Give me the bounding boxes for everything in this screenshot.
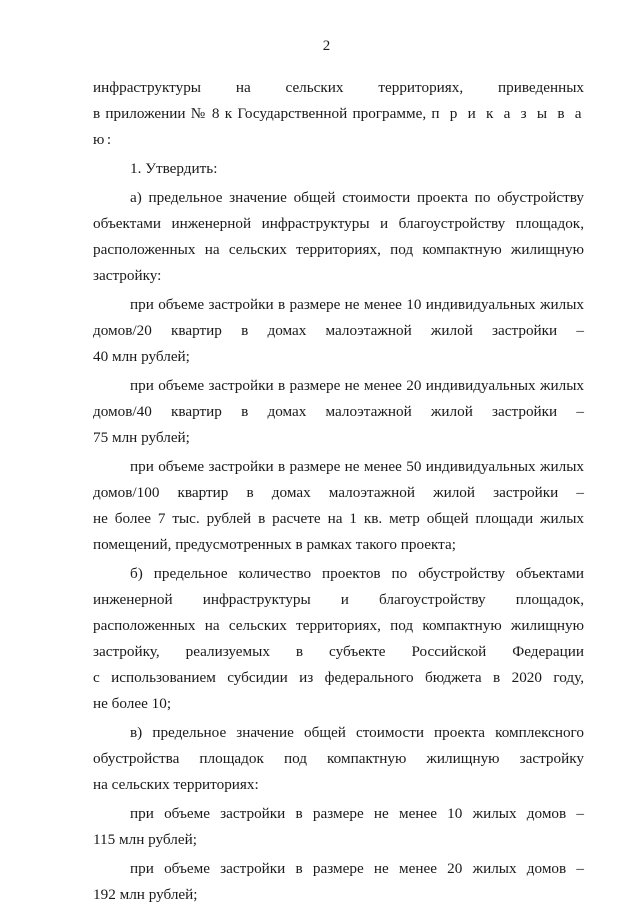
text-line: инженерной инфраструктуры и благоустройству площадок,: [93, 591, 584, 608]
paragraph-v: [93, 720, 584, 798]
text-line: в) предельное значение общей стоимости проекта комплексного: [130, 724, 584, 741]
text-line: домов/100 квартир в домах малоэтажной жилой застройки –: [93, 484, 584, 501]
text-line: обустройства площадок под компактную жилищную застройку: [93, 750, 584, 767]
text-line: при объеме застройки в размере не менее 50 индивидуальных жилых: [130, 458, 584, 475]
order-word: п р и к а з ы в а ю:: [93, 105, 585, 148]
text-line: 115 млн рублей;: [93, 831, 197, 848]
text-line: а) предельное значение общей стоимости проекта по обустройству: [130, 189, 584, 206]
paragraph-intro: [93, 75, 584, 153]
paragraph-a-1: [93, 292, 584, 370]
text-line: инфраструктуры на сельских территориях, приведенных: [93, 79, 584, 96]
paragraph-v-2: [93, 856, 584, 908]
text-line: не более 10;: [93, 695, 172, 712]
text-line: застройку, реализуемых в субъекте Российской Федерации: [93, 643, 584, 660]
text-line: с использованием субсидии из федерального бюджета в 2020 году,: [93, 669, 584, 686]
paragraph-item-1: 1. Утвердить:: [130, 160, 218, 177]
text-fragment: в приложении № 8 к Государственной программе,: [93, 105, 427, 122]
text-line: домов/40 квартир в домах малоэтажной жилой застройки –: [93, 403, 584, 420]
paragraph-a-3: [93, 454, 584, 558]
text-line: при объеме застройки в размере не менее 10 индивидуальных жилых: [130, 296, 584, 313]
text-line: [93, 101, 584, 153]
paragraph-b: [93, 561, 584, 717]
paragraph-a-2: [93, 373, 584, 451]
paragraph-v-1: [93, 801, 584, 853]
text-line: помещений, предусмотренных в рамках такого проекта;: [93, 536, 456, 553]
text-line: 75 млн рублей;: [93, 429, 190, 446]
text-line: 40 млн рублей;: [93, 348, 190, 365]
paragraph-a: [93, 185, 584, 289]
text-line: б) предельное количество проектов по обустройству объектами: [130, 565, 584, 582]
text-line: объектами инженерной инфраструктуры и благоустройству площадок,: [93, 215, 584, 232]
text-line: не более 7 тыс. рублей в расчете на 1 кв. метр общей площади жилых: [93, 510, 584, 527]
text-line: домов/20 квартир в домах малоэтажной жилой застройки –: [93, 322, 584, 339]
text-line: расположенных на сельских территориях, под компактную жилищную: [93, 241, 584, 258]
text-line: расположенных на сельских территориях, под компактную жилищную: [93, 617, 584, 634]
text-line: при объеме застройки в размере не менее 10 жилых домов –: [130, 805, 584, 822]
text-line: на сельских территориях:: [93, 776, 259, 793]
page-number: 2: [322, 38, 331, 54]
text-line: при объеме застройки в размере не менее 20 индивидуальных жилых: [130, 377, 584, 394]
text-line: застройку:: [93, 267, 162, 284]
text-line: при объеме застройки в размере не менее 20 жилых домов –: [130, 860, 584, 877]
text-line: 192 млн рублей;: [93, 886, 198, 903]
